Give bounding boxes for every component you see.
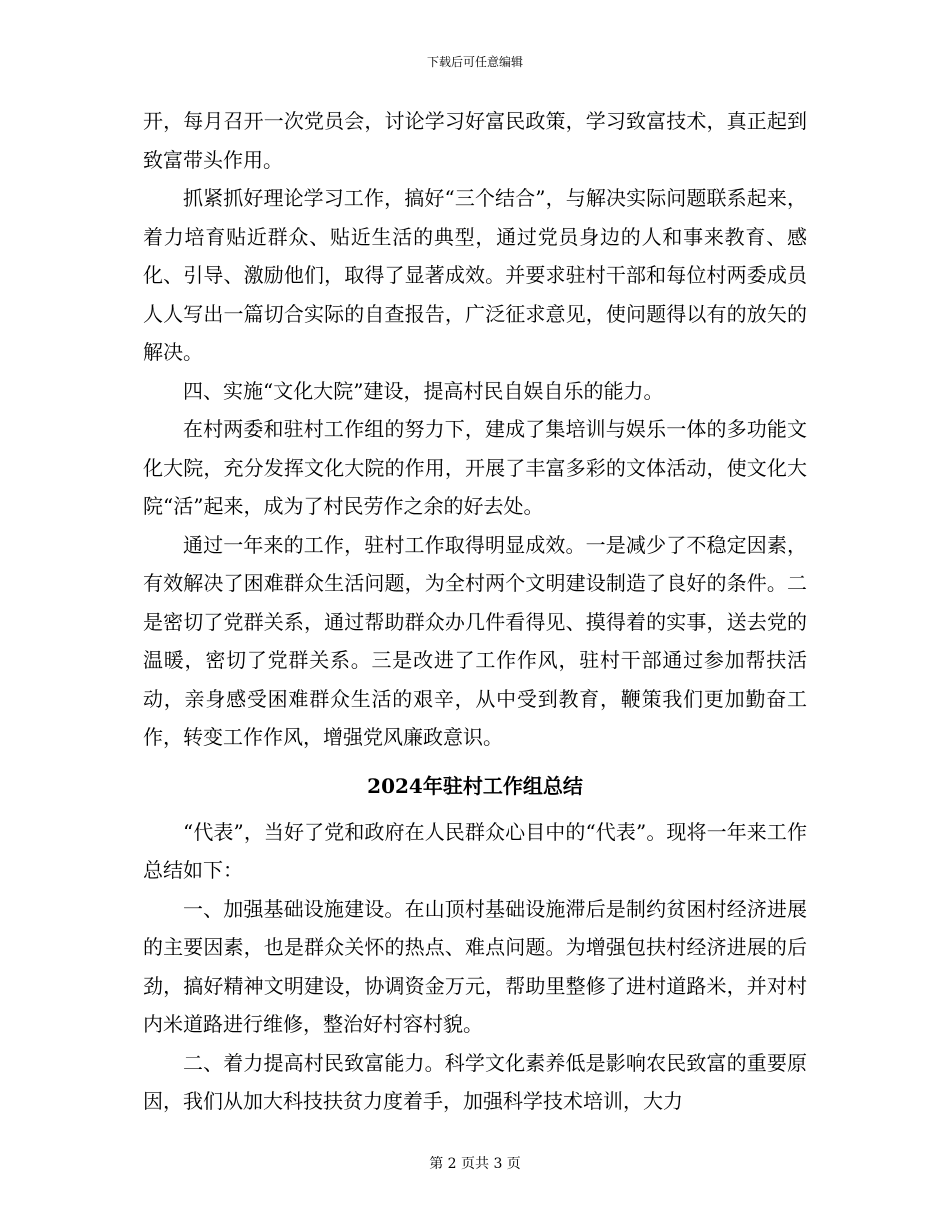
paragraph-culture-yard: 在村两委和驻村工作组的努力下，建成了集培训与娱乐一体的多功能文化大院，充分发挥文化大院的作用，开展了丰富多彩的文体活动，使文化大院“活”起来，成为了村民劳作之余的好去处。: [143, 417, 807, 518]
page-header: 下载后可任意编辑: [426, 55, 523, 69]
paragraph-results: 通过一年来的工作，驻村工作取得明显成效。一是减少了不稳定因素，有效解决了困难群众生活问题，为全村两个文明建设制造了良好的条件。二是密切了党群关系，通过帮助群众办几件看得见、摸得着的实事，送去党的温暖，密切了党群关系。三是改进了工作作风，驻村干部通过参加帮扶活动，亲身感受困难群众生活的艰辛，从中受到教育，鞭策我们更加勤奋工作，转变工作作风，增强党风廉政意识。: [143, 532, 807, 749]
section-title: 2024年驻村工作组总结: [367, 773, 583, 798]
page-footer: 第 2 页共 3 页: [429, 1156, 521, 1172]
paragraph-capability: 二、着力提高村民致富能力。科学文化素养低是影响农民致富的重要原因，我们从加大科技扶贫力度着手，加强科学技术培训，大力: [143, 1050, 807, 1113]
paragraph-intro: “代表”，当好了党和政府在人民群众心目中的“代表”。现将一年来工作总结如下：: [143, 819, 807, 882]
paragraph-heading-culture-yard: 四、实施“文化大院”建设，提高村民自娱自乐的能力。: [183, 378, 664, 403]
paragraph-continuation: 开，每月召开一次党员会，讨论学习好富民政策，学习致富技术，真正起到致富带头作用。: [143, 109, 807, 172]
document-body: [143, 102, 807, 1121]
paragraph-theory-study: 抓紧抓好理论学习工作，搞好“三个结合”，与解决实际问题联系起来，着力培育贴近群众、贴近生活的典型，通过党员身边的人和事来教育、感化、引导、激励他们，取得了显著成效。并要求驻村干部和每位村两委成员人人写出一篇切合实际的自查报告，广泛征求意见，使问题得以有的放矢的解决。: [143, 186, 807, 364]
paragraph-infrastructure: 一、加强基础设施建设。在山顶村基础设施滞后是制约贫困村经济进展的主要因素，也是群众关怀的热点、难点问题。为增强包扶村经济进展的后劲，搞好精神文明建设，协调资金万元，帮助里整修了进村道路米，并对村内米道路进行维修，整治好村容村貌。: [143, 896, 807, 1036]
